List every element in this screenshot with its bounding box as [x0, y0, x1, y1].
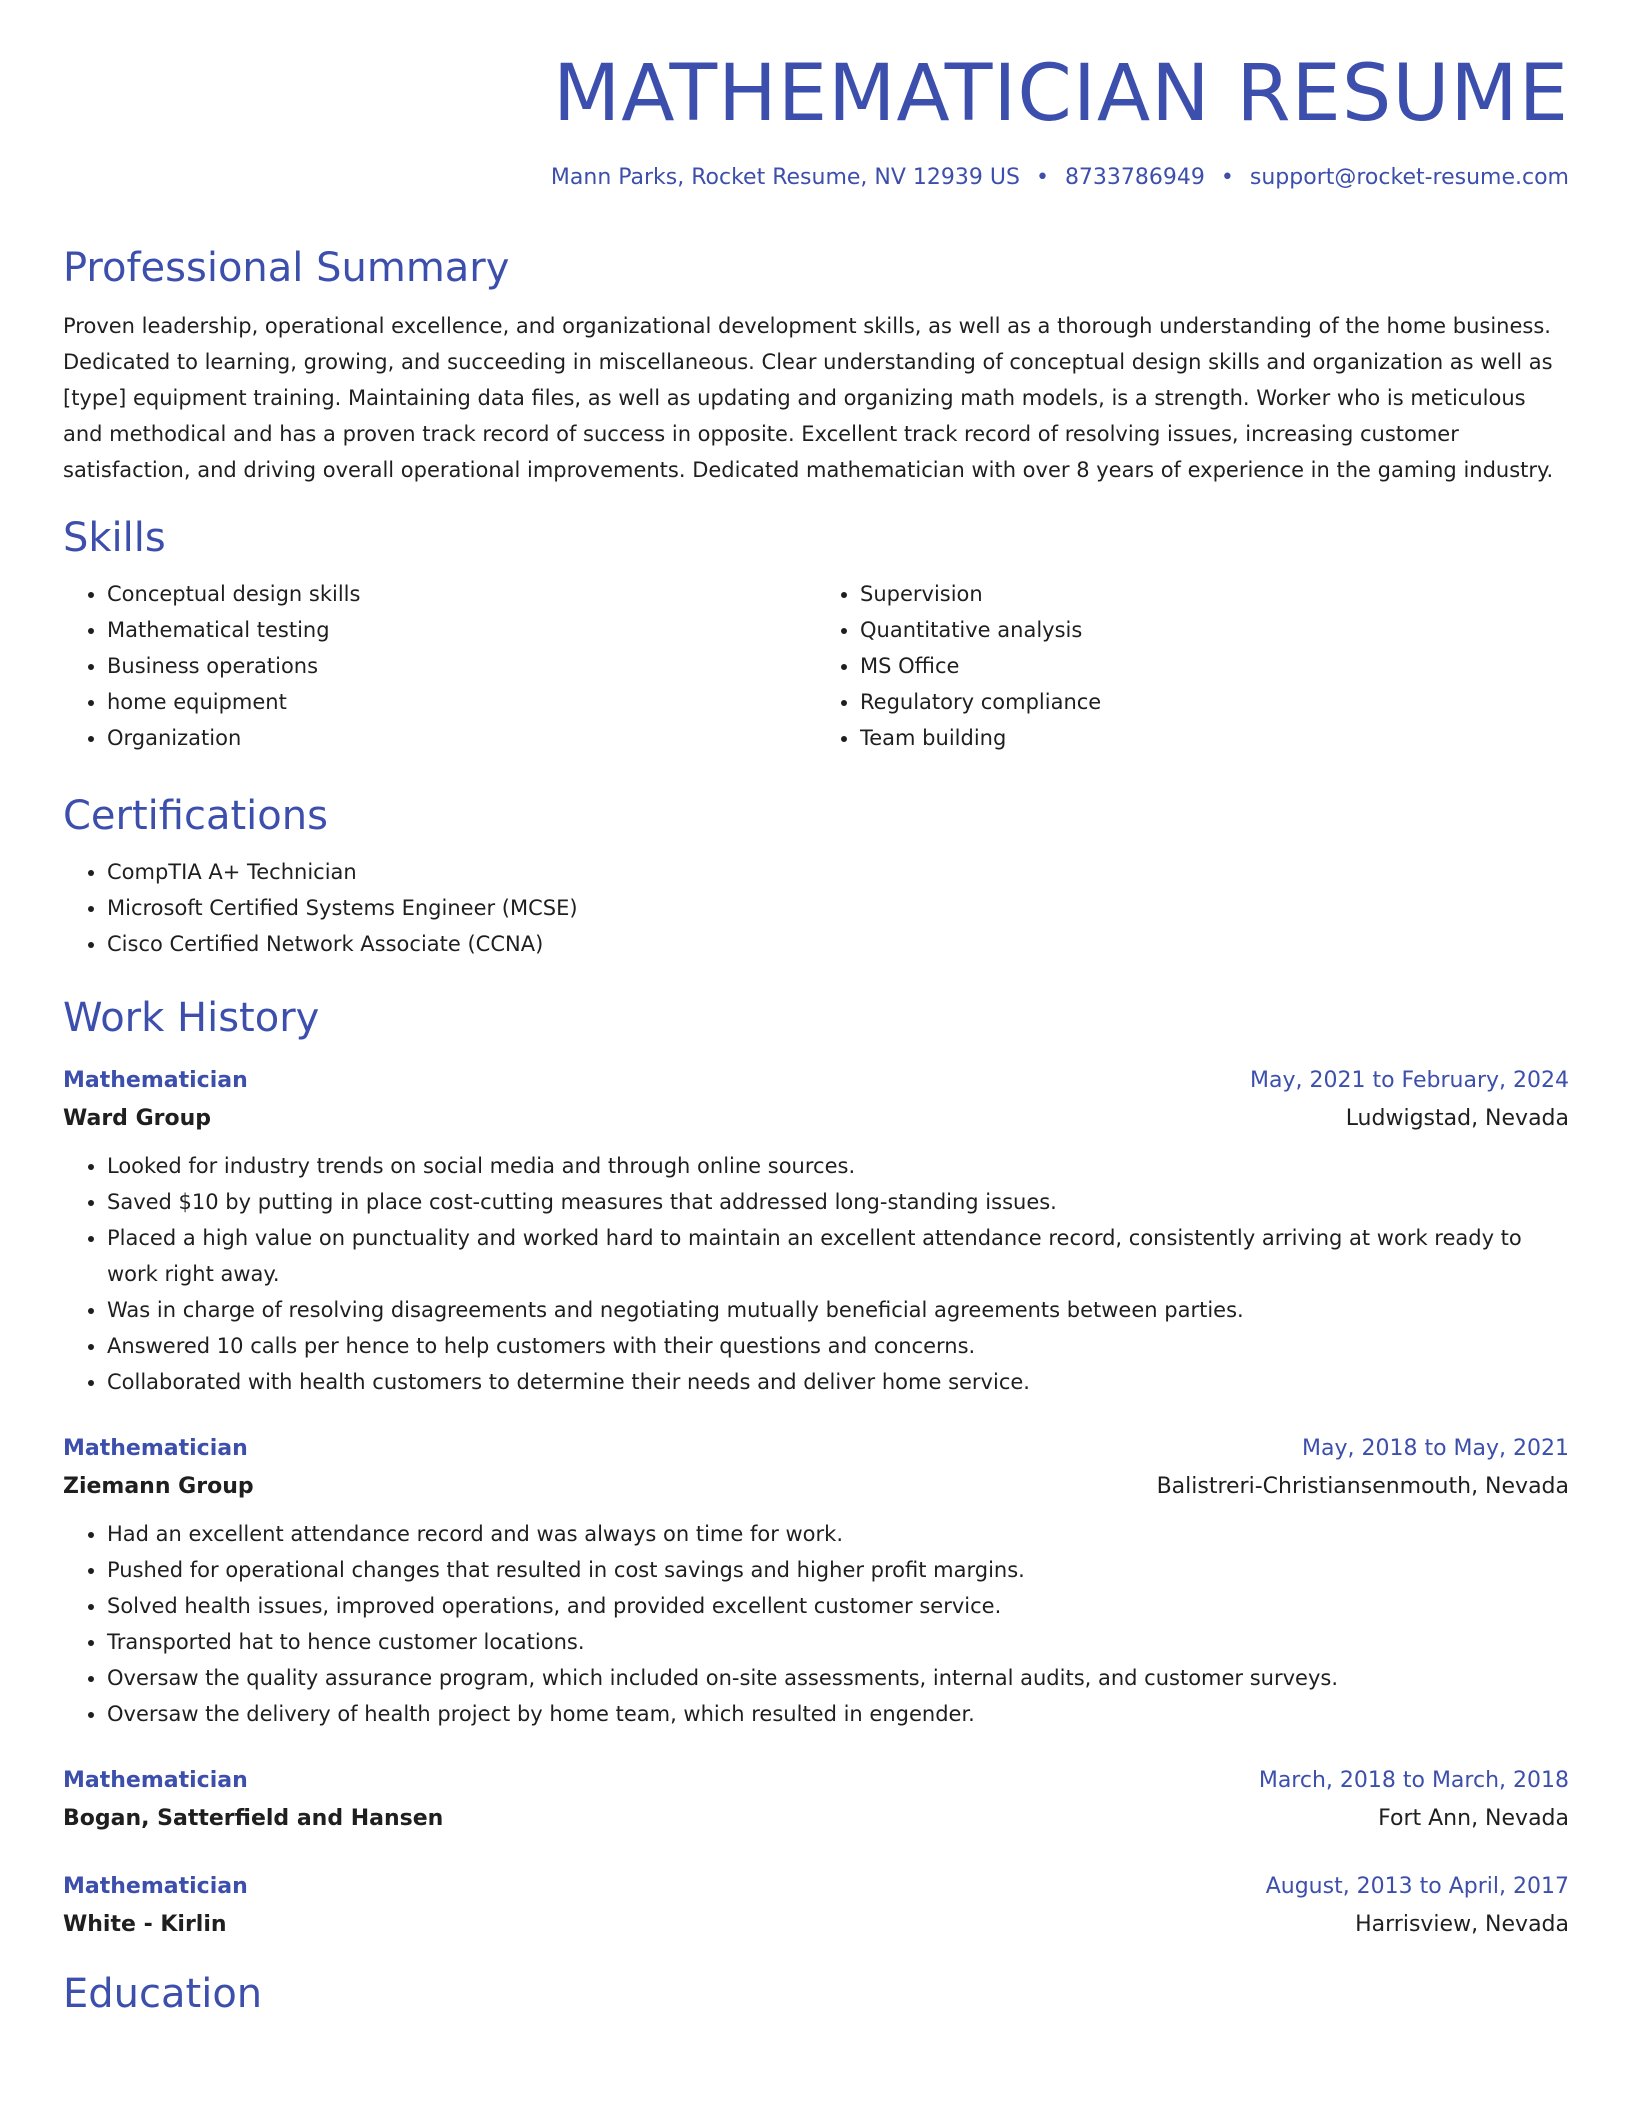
job-dates: May, 2018 to May, 2021	[1302, 1436, 1569, 1462]
job-bullet: • Transported hat to hence customer locations.	[107, 1624, 1569, 1660]
certification-item: • CompTIA A+ Technician	[107, 854, 1569, 890]
work-history-heading: Work History	[63, 995, 320, 1042]
job-entry	[63, 1430, 1569, 1732]
job-company: White - Kirlin	[63, 1912, 227, 1938]
job-title: Mathematician	[63, 1068, 248, 1094]
skill-item: • Organization	[107, 720, 816, 756]
job-location: Balistreri-Christiansenmouth, Nevada	[1156, 1474, 1569, 1500]
job-dates: March, 2018 to March, 2018	[1258, 1768, 1569, 1794]
job-bullet: • Oversaw the quality assurance program, which included on-site assessments, internal audits, and customer surveys.	[107, 1660, 1569, 1696]
job-company-row	[63, 1800, 1569, 1838]
skill-item: • Regulatory compliance	[860, 684, 1569, 720]
certifications-heading: Certifications	[63, 793, 328, 840]
skill-item: • home equipment	[107, 684, 816, 720]
job-location: Fort Ann, Nevada	[1378, 1806, 1569, 1832]
skills-heading: Skills	[63, 515, 166, 562]
education-heading: Education	[63, 1971, 263, 2018]
resume-title: MATHEMATICIAN RESUME	[552, 49, 1569, 139]
job-bullet: • Oversaw the delivery of health project by home team, which resulted in engender.	[107, 1696, 1569, 1732]
job-location: Ludwigstad, Nevada	[1345, 1106, 1569, 1132]
skills-section	[63, 514, 1569, 756]
certification-item: • Cisco Certified Network Associate (CCNA)	[107, 926, 1569, 962]
job-company-row	[63, 1100, 1569, 1138]
skills-list-left	[63, 576, 816, 756]
contact-separator: •	[1220, 164, 1234, 190]
job-location: Harrisview, Nevada	[1355, 1912, 1569, 1938]
certifications-list	[63, 854, 1569, 962]
job-bullet: • Was in charge of resolving disagreements and negotiating mutually beneficial agreements between parties.	[107, 1292, 1569, 1328]
job-bullet: • Answered 10 calls per hence to help customers with their questions and concerns.	[107, 1328, 1569, 1364]
job-entry	[63, 1062, 1569, 1400]
job-bullets	[63, 1148, 1569, 1400]
work-history-section	[63, 994, 1569, 1944]
job-header-row	[63, 1062, 1569, 1100]
skill-item: • Supervision	[860, 576, 1569, 612]
job-header-row	[63, 1430, 1569, 1468]
job-company: Bogan, Satterfield and Hansen	[63, 1806, 444, 1832]
job-dates: May, 2021 to February, 2024	[1250, 1068, 1569, 1094]
job-header-row	[63, 1868, 1569, 1906]
summary-text: Proven leadership, operational excellence, and organizational development skills, as well as a thorough understanding of the home business. Dedicated to learning, growing, and succeeding in miscellaneous. Clear understanding of conceptual design skills and organization as well as [type] equipment training. Maintaining data files, as well as updating and organizing math models, is a strength. Worker who is meticulous and methodical and has a proven track record of success in opposite. Excellent track record of resolving issues, increasing customer satisfaction, and driving overall operational improvements. Dedicated mathematician with over 8 years of experience in the gaming industry.	[63, 314, 1554, 483]
job-dates: August, 2013 to April, 2017	[1265, 1874, 1569, 1900]
summary-heading: Professional Summary	[63, 245, 510, 292]
job-bullet: • Placed a high value on punctuality and worked hard to maintain an excellent attendance record, consistently arriving at work ready to work right away.	[107, 1220, 1569, 1292]
skill-item: • MS Office	[860, 648, 1569, 684]
job-company: Ward Group	[63, 1106, 212, 1132]
job-title: Mathematician	[63, 1768, 248, 1794]
job-company-row	[63, 1468, 1569, 1506]
skill-item: • Conceptual design skills	[107, 576, 816, 612]
certification-item: • Microsoft Certified Systems Engineer (MCSE)	[107, 890, 1569, 926]
job-title: Mathematician	[63, 1874, 248, 1900]
job-bullet: • Looked for industry trends on social media and through online sources.	[107, 1148, 1569, 1184]
skill-item: • Team building	[860, 720, 1569, 756]
job-header-row	[63, 1762, 1569, 1800]
skill-item: • Business operations	[107, 648, 816, 684]
skill-item: • Mathematical testing	[107, 612, 816, 648]
job-bullet: • Solved health issues, improved operations, and provided excellent customer service.	[107, 1588, 1569, 1624]
job-bullet: • Collaborated with health customers to determine their needs and deliver home service.	[107, 1364, 1569, 1400]
contact-phone: 8733786949	[1064, 164, 1205, 190]
contact-email: support@rocket-resume.com	[1249, 164, 1569, 190]
skill-item: • Quantitative analysis	[860, 612, 1569, 648]
resume-header	[63, 49, 1569, 192]
education-section	[63, 1970, 1569, 2018]
certifications-section	[63, 792, 1569, 962]
summary-section	[63, 244, 1569, 488]
contact-address: Mann Parks, Rocket Resume, NV 12939 US	[550, 164, 1020, 190]
job-company-row	[63, 1906, 1569, 1944]
job-entry	[63, 1868, 1569, 1944]
contact-separator: •	[1035, 164, 1049, 190]
job-bullet: • Pushed for operational changes that resulted in cost savings and higher profit margins.	[107, 1552, 1569, 1588]
job-entry	[63, 1762, 1569, 1838]
job-title: Mathematician	[63, 1436, 248, 1462]
job-company: Ziemann Group	[63, 1474, 254, 1500]
job-bullet: • Saved $10 by putting in place cost-cutting measures that addressed long-standing issues.	[107, 1184, 1569, 1220]
job-bullets	[63, 1516, 1569, 1732]
job-bullet: • Had an excellent attendance record and was always on time for work.	[107, 1516, 1569, 1552]
skills-grid	[63, 576, 1569, 756]
skills-list-right	[816, 576, 1569, 756]
contact-line	[63, 164, 1569, 193]
